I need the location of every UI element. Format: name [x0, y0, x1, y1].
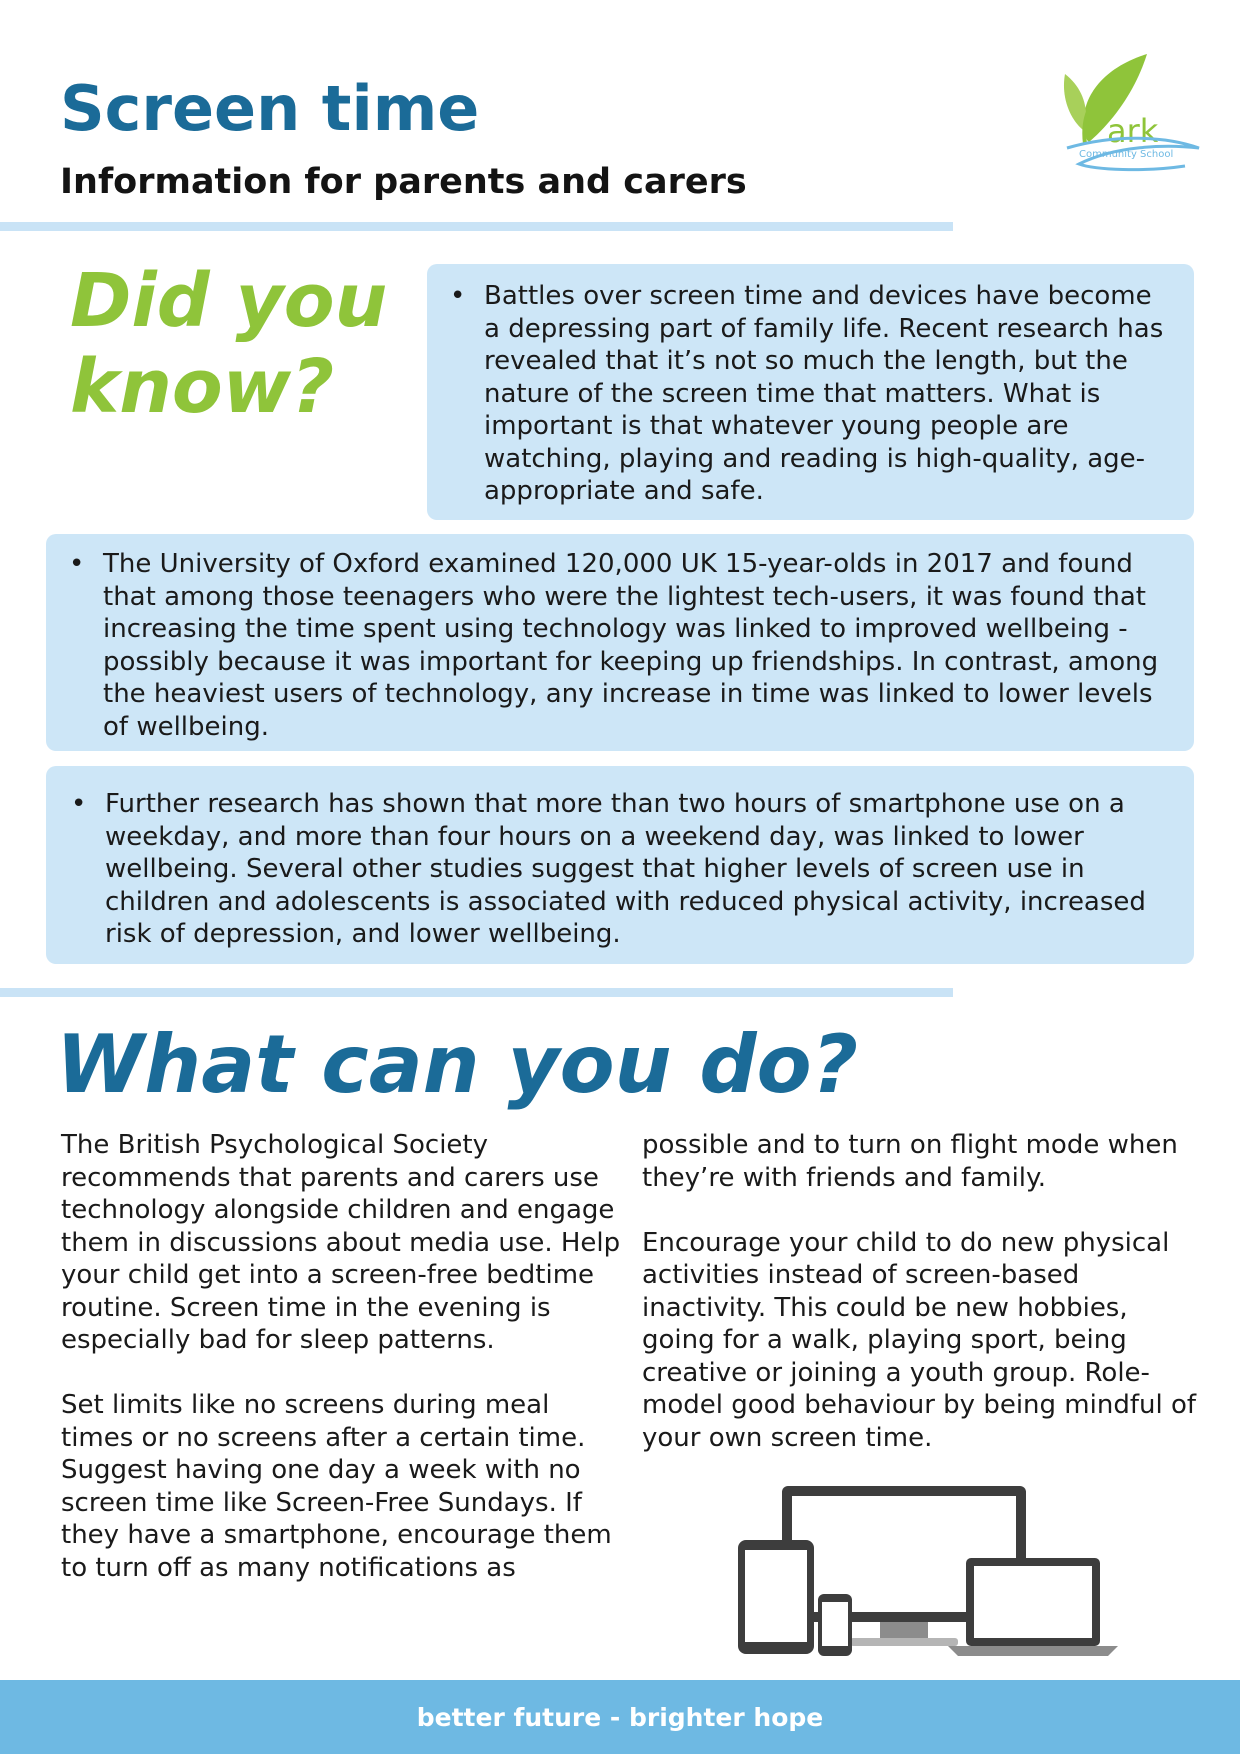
- bullet-dot: •: [450, 281, 466, 311]
- did-you-know-line1: Did you: [70, 258, 388, 344]
- section-divider: [0, 988, 953, 997]
- advice-paragraph-4: Encourage your child to do new physical activities instead of screen-based inactivity. This could be new hobbies, going for a walk, playing sport, being creative or joining a youth group. Role-model good behaviour by being mindful of your own screen time.: [642, 1227, 1197, 1453]
- logo-letters: ark: [1107, 112, 1159, 150]
- advice-paragraph-3: possible and to turn on flight mode when they’re with friends and family.: [642, 1130, 1178, 1193]
- footer-bar: [0, 1680, 1240, 1754]
- bullet-dot: •: [71, 789, 87, 819]
- fact-bullet-3: [71, 788, 1175, 951]
- did-you-know-line2: know?: [70, 344, 335, 430]
- leaf-small-icon: [1064, 74, 1086, 130]
- logo-school-name: Community School: [1079, 149, 1174, 160]
- fact-text-1: Battles over screen time and devices have become a depressing part of family life. Recent research has revealed that it’s not so much the length, but the nature of the screen time that matters. What is important is that whatever young people are watching, playing and reading is high-quality, age-appropriate and safe.: [484, 281, 1164, 506]
- page-title: Screen time: [60, 72, 480, 145]
- smartphone-icon: [818, 1594, 852, 1656]
- tablet-icon: [738, 1540, 814, 1654]
- devices-illustration: [730, 1480, 1130, 1660]
- advice-column-right: [642, 1129, 1202, 1487]
- page-subtitle: Information for parents and carers: [60, 162, 747, 202]
- did-you-know-heading: [70, 258, 387, 430]
- fact-text-2: The University of Oxford examined 120,000 UK 15-year-olds in 2017 and found that among those teenagers who were the lightest tech-users, it was found that increasing the time spent using technology was linked to improved wellbeing - possibly because it was important for keeping up friendships. In contrast, among the heaviest users of technology, any increase in time was linked to lower levels of wellbeing.: [103, 549, 1159, 742]
- bullet-dot: •: [69, 549, 85, 579]
- laptop-icon: [948, 1558, 1118, 1656]
- advice-column-left: [61, 1129, 621, 1617]
- fact-bullet-1: [450, 280, 1174, 508]
- header-divider: [0, 222, 953, 231]
- fact-bullet-2: [69, 548, 1173, 743]
- advice-paragraph-1: The British Psychological Society recommends that parents and carers use technology alongside children and engage them in discussions about media use. Help your child get into a screen-free bedtime routine. Screen time in the evening is especially bad for sleep patterns.: [61, 1130, 621, 1355]
- what-can-you-do-heading: What can you do?: [56, 1018, 859, 1111]
- footer-tagline: better future - brighter hope: [416, 1702, 824, 1732]
- advice-paragraph-2: Set limits like no screens during meal times or no screens after a certain time. Suggest having one day a week with no screen time like Screen-Free Sundays. If they have a smartphone, encourage them to turn off as many notifications as: [61, 1390, 612, 1583]
- school-logo: [1055, 48, 1205, 188]
- fact-text-3: Further research has shown that more than two hours of smartphone use on a weekday, and more than four hours on a weekend day, was linked to lower wellbeing. Several other studies suggest that higher levels of screen use in children and adolescents is associated with reduced physical activity, increased risk of depression, and lower wellbeing.: [105, 789, 1146, 949]
